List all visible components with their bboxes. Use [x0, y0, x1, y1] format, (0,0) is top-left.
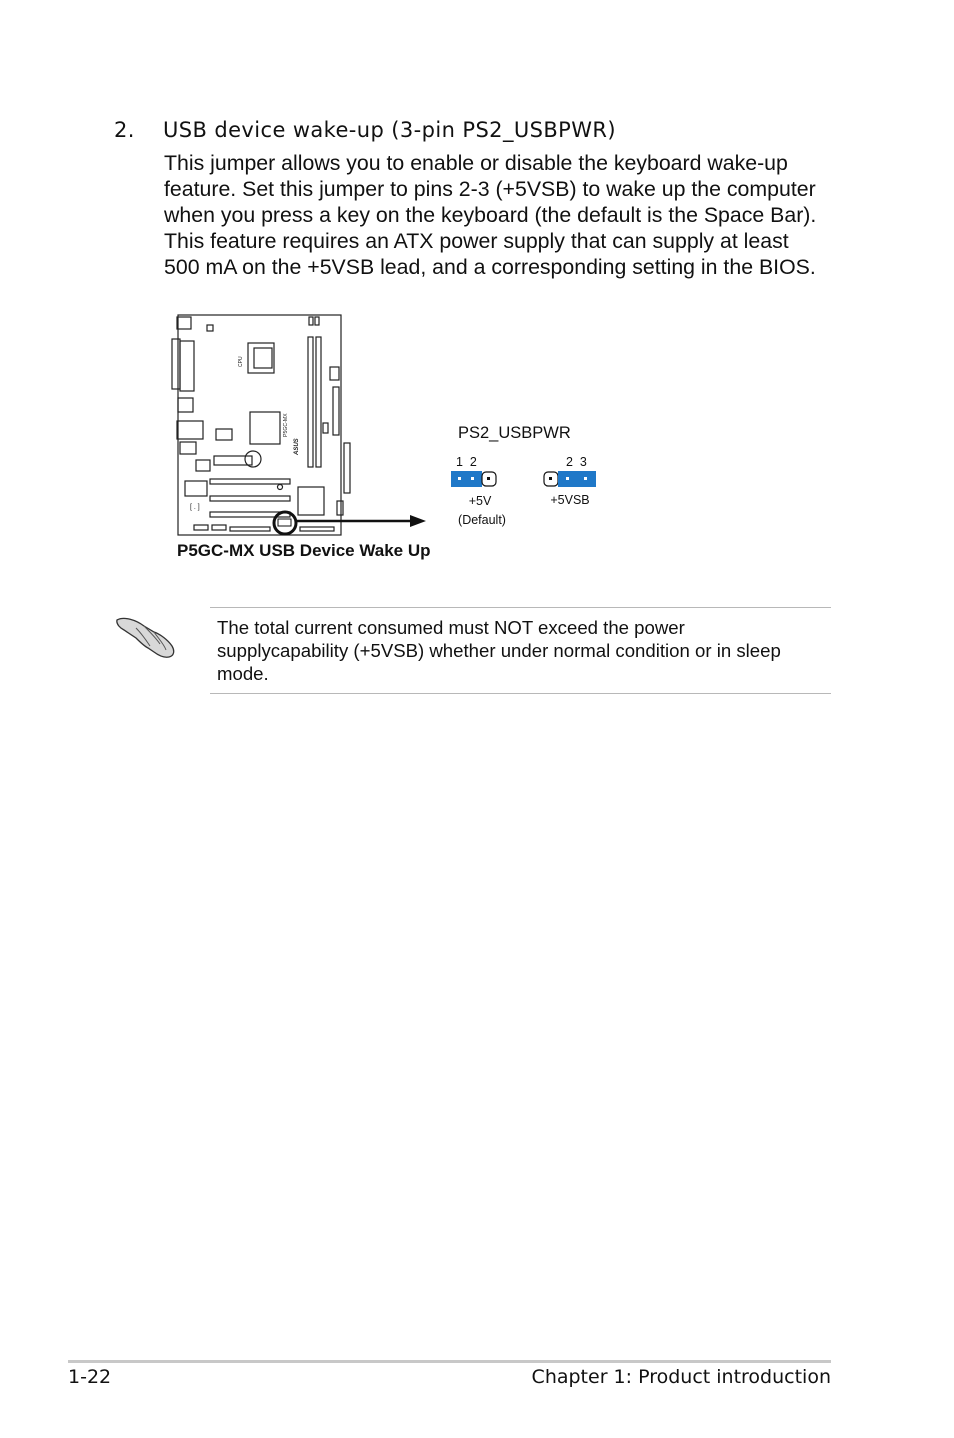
- jumper-right-setting: [544, 471, 596, 487]
- jumper-diagram: [160, 305, 620, 545]
- note-line: supplycapability (+5VSB) whether under normal condition or in sleep: [217, 640, 781, 661]
- note-line: The total current consumed must NOT exceed the power: [217, 617, 685, 638]
- left-setting-label: +5V: [468, 494, 492, 508]
- chapter-title: Chapter 1: Product introduction: [531, 1366, 831, 1388]
- pointer-arrow-head: [410, 515, 426, 527]
- svg-text:[ . ]: [ . ]: [190, 504, 200, 511]
- right-setting-label: +5VSB: [550, 493, 590, 507]
- board-jumper-marker: [278, 519, 291, 526]
- note-bottom-divider: [210, 693, 831, 694]
- jumper-left-setting: [451, 471, 496, 487]
- body-line: when you press a key on the keyboard (the default is the Space Bar).: [164, 203, 817, 227]
- body-line: 500 mA on the +5VSB lead, and a corresponding setting in the BIOS.: [164, 255, 816, 279]
- section-number: 2.: [114, 118, 135, 142]
- connector-title: PS2_USBPWR: [458, 424, 571, 442]
- left-pin-numbers: 1 2: [456, 455, 477, 469]
- body-line: This jumper allows you to enable or disable the keyboard wake-up: [164, 151, 788, 175]
- body-line: This feature requires an ATX power supply that can supply at least: [164, 229, 789, 253]
- body-line: feature. Set this jumper to pins 2-3 (+5VSB) to wake up the computer: [164, 177, 816, 201]
- left-setting-default: (Default): [458, 513, 506, 527]
- section-heading: [114, 118, 616, 142]
- body-paragraph: [164, 150, 844, 280]
- right-pin-numbers: 2 3: [566, 455, 587, 469]
- brand-logo: ASUS: [294, 438, 300, 455]
- note-top-divider: [210, 607, 831, 608]
- diagram-caption: P5GC-MX USB Device Wake Up: [177, 541, 431, 560]
- note-line: mode.: [217, 663, 269, 684]
- footer-divider: [68, 1360, 831, 1363]
- section-title: USB device wake-up (3-pin PS2_USBPWR): [163, 118, 616, 142]
- note-text: [217, 616, 817, 685]
- hand-pointing-icon: [114, 610, 178, 662]
- motherboard-outline: [172, 315, 350, 535]
- page-number: 1-22: [68, 1366, 112, 1388]
- jumper-highlight-circle: [274, 512, 296, 534]
- svg-text:CPU: CPU: [238, 356, 244, 367]
- board-model-label: P5GC-MX: [283, 413, 289, 437]
